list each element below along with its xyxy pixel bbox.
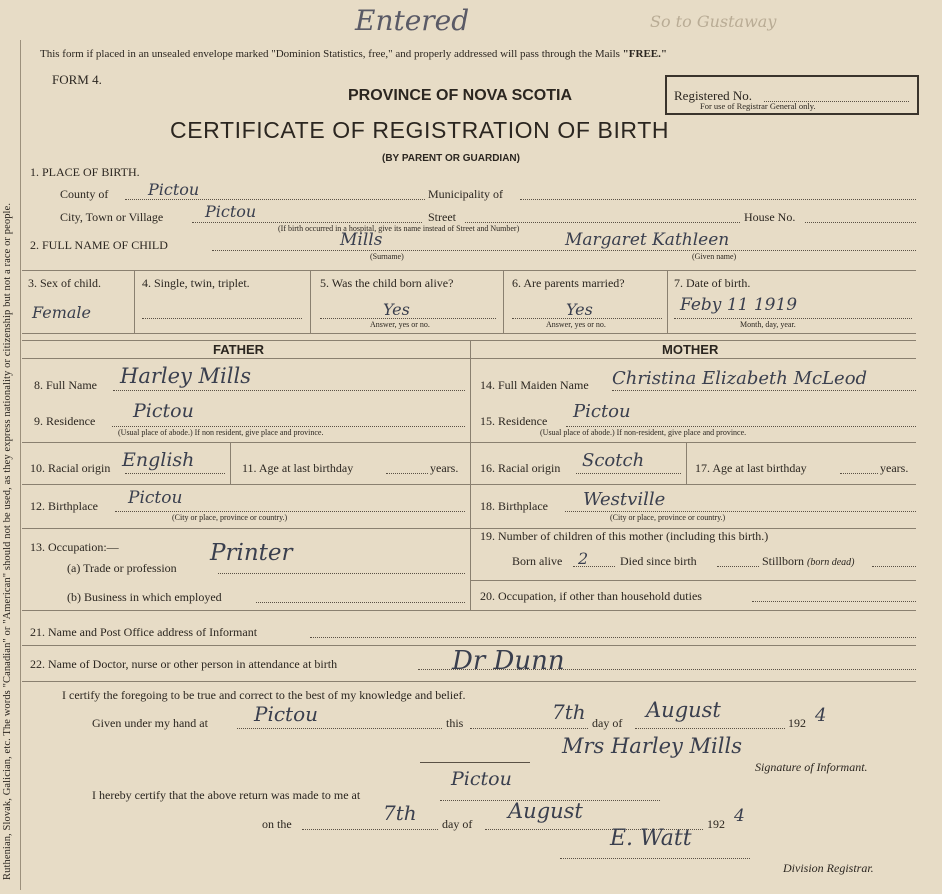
row3-div1 — [134, 270, 135, 333]
father-birthplace-line — [115, 511, 465, 512]
father-residence-caption: (Usual place of abode.) If non resident, give place and province. — [118, 428, 324, 437]
mother-racial-line — [576, 473, 681, 474]
registrar-day-of-label: day of — [442, 817, 473, 831]
certify-statement: I certify the foregoing to be true and correct to the best of my knowledge and belief. — [62, 688, 466, 702]
registered-note: For use of Registrar General only. — [700, 101, 816, 111]
born-alive-count-label: Born alive — [512, 554, 563, 568]
registrar-signature: E. Watt — [610, 826, 692, 851]
city-value: Pictou — [205, 202, 257, 221]
mother-residence-value: Pictou — [573, 401, 631, 422]
surname-caption: (Surname) — [370, 252, 404, 261]
occupation-label: 13. Occupation:— — [30, 540, 119, 554]
mother-racial-label: 16. Racial origin — [480, 461, 561, 475]
father-racial-value: English — [122, 449, 195, 471]
certificate-subtitle: (BY PARENT OR GUARDIAN) — [382, 153, 520, 164]
child-name-line — [212, 250, 916, 251]
mother-birthplace-value: Westville — [583, 489, 666, 510]
children-label: 19. Number of children of this mother (including this birth.) — [480, 529, 769, 543]
municipality-line — [520, 199, 916, 200]
mother-occ-top — [470, 580, 916, 581]
child-surname: Mills — [340, 230, 383, 250]
certify-top — [22, 681, 916, 682]
mail-notice: This form if placed in an unsealed envelope marked "Dominion Statistics, free," and properly addressed will pass through the Mails "FREE." — [40, 48, 667, 60]
informant-signature: Mrs Harley Mills — [562, 734, 742, 758]
given-year-value: 4 — [815, 705, 827, 726]
informant-line — [310, 637, 916, 638]
street-label: Street — [428, 210, 456, 224]
trade-value: Printer — [210, 540, 293, 566]
single-twin-label: 4. Single, twin, triplet. — [142, 276, 250, 290]
father-age-suffix: years. — [430, 461, 459, 475]
sex-value: Female — [32, 303, 91, 322]
registrar-month-value: August — [508, 799, 583, 823]
given-label: Given under my hand at — [92, 716, 208, 730]
entered-annotation: Entered — [355, 4, 470, 37]
father-age-line — [386, 473, 428, 474]
certificate-title: CERTIFICATE OF REGISTRATION OF BIRTH — [170, 117, 670, 143]
informant-label: 21. Name and Post Office address of Informant — [30, 625, 258, 639]
died-line — [717, 566, 759, 567]
father-racial-line — [125, 473, 225, 474]
mother-age-line — [840, 473, 878, 474]
sex-label: 3. Sex of child. — [28, 276, 101, 290]
married-value: Yes — [566, 300, 593, 319]
father-residence-line — [112, 426, 465, 427]
mother-age-label: 17. Age at last birthday — [695, 461, 807, 475]
this-label: this — [446, 716, 464, 730]
alive-caption: Answer, yes or no. — [370, 320, 430, 329]
faint-annotation: So to Gustaway — [650, 12, 777, 31]
given-place-value: Pictou — [254, 702, 319, 726]
date-value: Feby 11 1919 — [680, 295, 798, 315]
mother-residence-line — [566, 426, 916, 427]
father-racial-div — [230, 442, 231, 484]
parents-divider — [470, 340, 471, 610]
margin-rule — [20, 40, 21, 890]
father-racial-top — [22, 442, 470, 443]
row3-div2 — [310, 270, 311, 333]
stillborn-label: Stillborn (born dead) — [762, 554, 855, 568]
mother-age-suffix: years. — [880, 461, 909, 475]
informant-top — [22, 610, 916, 611]
mother-name-label: 14. Full Maiden Name — [480, 378, 589, 392]
born-alive-count-value: 2 — [578, 549, 589, 568]
date-line — [674, 318, 912, 319]
given-day-value: 7th — [552, 700, 586, 724]
registrar-statement: I hereby certify that the above return was made to me at — [92, 788, 361, 802]
registrar-caption: Division Registrar. — [783, 861, 874, 875]
father-name-line — [113, 390, 465, 391]
doctor-value: Dr Dunn — [452, 646, 565, 676]
died-label: Died since birth — [620, 554, 697, 568]
day-of-label: day of — [592, 716, 623, 730]
county-value: Pictou — [148, 180, 200, 199]
doctor-label: 22. Name of Doctor, nurse or other person in attendance at birth — [30, 657, 338, 671]
business-label: (b) Business in which employed — [67, 590, 222, 604]
municipality-label: Municipality of — [428, 187, 503, 201]
year-prefix: 192 — [788, 716, 806, 730]
mother-birthplace-label: 18. Birthplace — [480, 499, 548, 513]
province-heading: PROVINCE OF NOVA SCOTIA — [348, 87, 573, 104]
father-occ-top — [22, 528, 470, 529]
mother-racial-value: Scotch — [582, 450, 645, 471]
mother-racial-div — [686, 442, 687, 484]
registered-label: Registered No. — [674, 88, 752, 103]
born-alive-value: Yes — [383, 300, 410, 319]
informant-signature-caption: Signature of Informant. — [755, 760, 868, 774]
mother-residence-caption: (Usual place of abode.) If non-resident, give place and province. — [540, 428, 747, 437]
row3-bottom — [22, 333, 916, 334]
trade-label: (a) Trade or profession — [67, 561, 177, 575]
father-racial-label: 10. Racial origin — [30, 461, 111, 475]
father-name-label: 8. Full Name — [34, 378, 97, 392]
form-number: FORM 4. — [52, 72, 102, 87]
date-caption: Month, day, year. — [740, 320, 796, 329]
born-alive-label: 5. Was the child born alive? — [320, 276, 454, 290]
mother-occupation-line — [752, 601, 916, 602]
mother-heading: MOTHER — [662, 342, 719, 357]
mother-birthplace-line — [565, 511, 916, 512]
business-line — [256, 602, 465, 603]
month-line — [635, 728, 785, 729]
child-given-name: Margaret Kathleen — [565, 230, 730, 250]
mother-name-value: Christina Elizabeth McLeod — [612, 368, 868, 389]
single-line — [142, 318, 302, 319]
registrar-place-value: Pictou — [451, 768, 512, 790]
stillborn-line — [872, 566, 916, 567]
house-line — [805, 222, 916, 223]
registrar-day-value: 7th — [383, 801, 417, 825]
mother-racial-bottom — [470, 484, 916, 485]
mother-racial-top — [470, 442, 916, 443]
given-caption: (Given name) — [692, 252, 737, 261]
parents-sub — [22, 358, 916, 359]
mother-birthplace-caption: (City or place, province or country.) — [610, 513, 726, 522]
this-day-line — [470, 728, 588, 729]
registrar-sign-line — [560, 858, 750, 859]
city-line — [192, 222, 422, 223]
father-birthplace-label: 12. Birthplace — [30, 499, 98, 513]
father-birthplace-caption: (City or place, province or country.) — [172, 513, 288, 522]
registrar-rule — [420, 762, 530, 763]
father-birthplace-value: Pictou — [128, 488, 183, 508]
county-label: County of — [60, 187, 109, 201]
given-month-value: August — [646, 698, 721, 722]
father-name-value: Harley Mills — [120, 364, 251, 388]
side-margin-note: Ruthenian, Slovak, Galician, etc. The words "Canadian" or "American" should not be used, as they express nationality or citizenship but not a race or people. — [2, 202, 13, 880]
father-residence-label: 9. Residence — [34, 414, 96, 428]
mother-occupation-label: 20. Occupation, if other than household duties — [480, 589, 702, 603]
father-residence-value: Pictou — [133, 400, 194, 422]
hospital-note: (If birth occurred in a hospital, give its name instead of Street and Number) — [278, 224, 520, 233]
mother-residence-label: 15. Residence — [480, 414, 548, 428]
father-heading: FATHER — [213, 342, 265, 357]
parents-top — [22, 340, 916, 341]
father-racial-bottom — [22, 484, 470, 485]
child-name-label: 2. FULL NAME OF CHILD — [30, 238, 168, 252]
row3-div3 — [503, 270, 504, 333]
date-label: 7. Date of birth. — [674, 276, 751, 290]
row3-top — [22, 270, 916, 271]
married-label: 6. Are parents married? — [512, 276, 625, 290]
married-caption: Answer, yes or no. — [546, 320, 606, 329]
place-heading: 1. PLACE OF BIRTH. — [30, 165, 140, 179]
registrar-year-value: 4 — [734, 806, 745, 826]
row3-div4 — [667, 270, 668, 333]
trade-line — [218, 573, 465, 574]
county-line — [125, 199, 425, 200]
father-age-label: 11. Age at last birthday — [242, 461, 354, 475]
given-place-line — [237, 728, 442, 729]
street-line — [465, 222, 740, 223]
on-the-line — [302, 829, 438, 830]
mother-name-line — [612, 390, 916, 391]
registrar-year-prefix: 192 — [707, 817, 725, 831]
on-the-label: on the — [262, 817, 292, 831]
city-label: City, Town or Village — [60, 210, 164, 224]
house-label: House No. — [744, 210, 796, 224]
